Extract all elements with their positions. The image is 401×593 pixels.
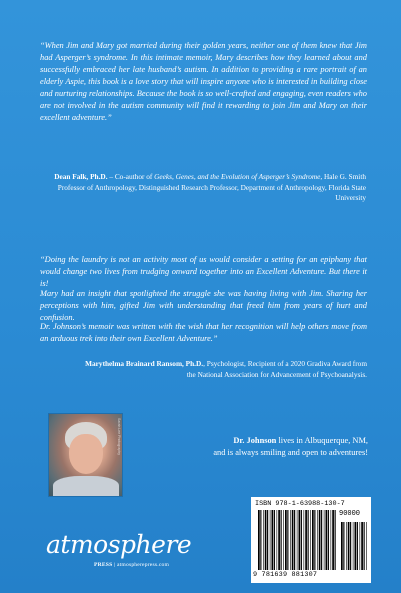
author-bio-line-1: lives in Albuquerque, NM, (276, 436, 368, 445)
endorser-credit-pre: – Co-author of (107, 172, 155, 181)
price-addon-number: 90000 (339, 510, 361, 518)
blurb-quote-1: “When Jim and Mary got married during their golden years, neither one of them knew that Jim had Asperger’s syndrome. In this intimate memoir, Mary describes how they learned about and successfully embraced her late husband’s autism. In addition to providing a rare portrait of an elderly Aspie, this book is a love story that will inspire anyone who is interested in building close and nurturing relationships. Because the book is so well-crafted and engaging, even readers who are not involved in the autism community will find it rewarding to join Jim and Mary on their excellent adventure.” (40, 41, 367, 122)
ean-number: 9 781639 881307 (253, 571, 318, 579)
blurb-quote-2-para-3: Dr. Johnson’s memoir was written with the wish that her recognition will help others move from an arduous trek into their own Excellent Adventure.” (40, 322, 367, 343)
publisher-press-line: PRESS | atmospherepress.com (94, 562, 170, 568)
publisher-url: atmospherepress.com (116, 562, 170, 568)
blurb-attribution-1 (52, 172, 366, 204)
endorser-name-1: Dean Falk, Ph.D. (54, 172, 108, 181)
author-photo-shirt (53, 476, 119, 497)
photo-credit: Sarah Lee Photography (117, 418, 121, 455)
author-name: Dr. Johnson (233, 436, 277, 445)
publisher-press: PRESS (94, 562, 113, 568)
publisher-logo: atmosphere (46, 530, 192, 559)
endorser-name-2: Marythelma Brainard Ransom, Ph.D. (85, 359, 204, 368)
author-bio (110, 435, 368, 459)
endorser-book-title: Geeks, Genes, and the Evolution of Asperger’s Syndrome (154, 172, 321, 181)
isbn-number: ISBN 978-1-63988-130-7 (255, 500, 345, 508)
blurb-quote-2-para-2: Mary had an insight that spotlighted the struggle she was having living with Jim. Sharing her perceptions with him, gifted Jim with understanding that freed him from years of hurt and confusion. (40, 289, 367, 322)
addon-barcode-bars (341, 522, 367, 570)
author-bio-line-2: and is always smiling and open to adventures! (213, 448, 368, 457)
endorser-credit-2: , Psychologist, Recipient of a 2020 Gradiva Award from the National Association for Advancement of Psychoanalysis. (186, 359, 367, 379)
blurb-quote-2-para-1: “Doing the laundry is not an activity most of us would consider a setting for an epiphany that would change two lives from trudging onward together into an Excellent Adventure. But there it is! (40, 255, 367, 288)
author-photo-face (69, 434, 103, 474)
blurb-attribution-2 (80, 359, 367, 380)
endorser-credit-post: , Hale G. Smith Professor of Anthropology, Distinguished Research Professor, Department of Anthropology, Florida State University (57, 172, 366, 202)
ean-barcode-bars (258, 510, 336, 570)
isbn-barcode (251, 497, 371, 583)
